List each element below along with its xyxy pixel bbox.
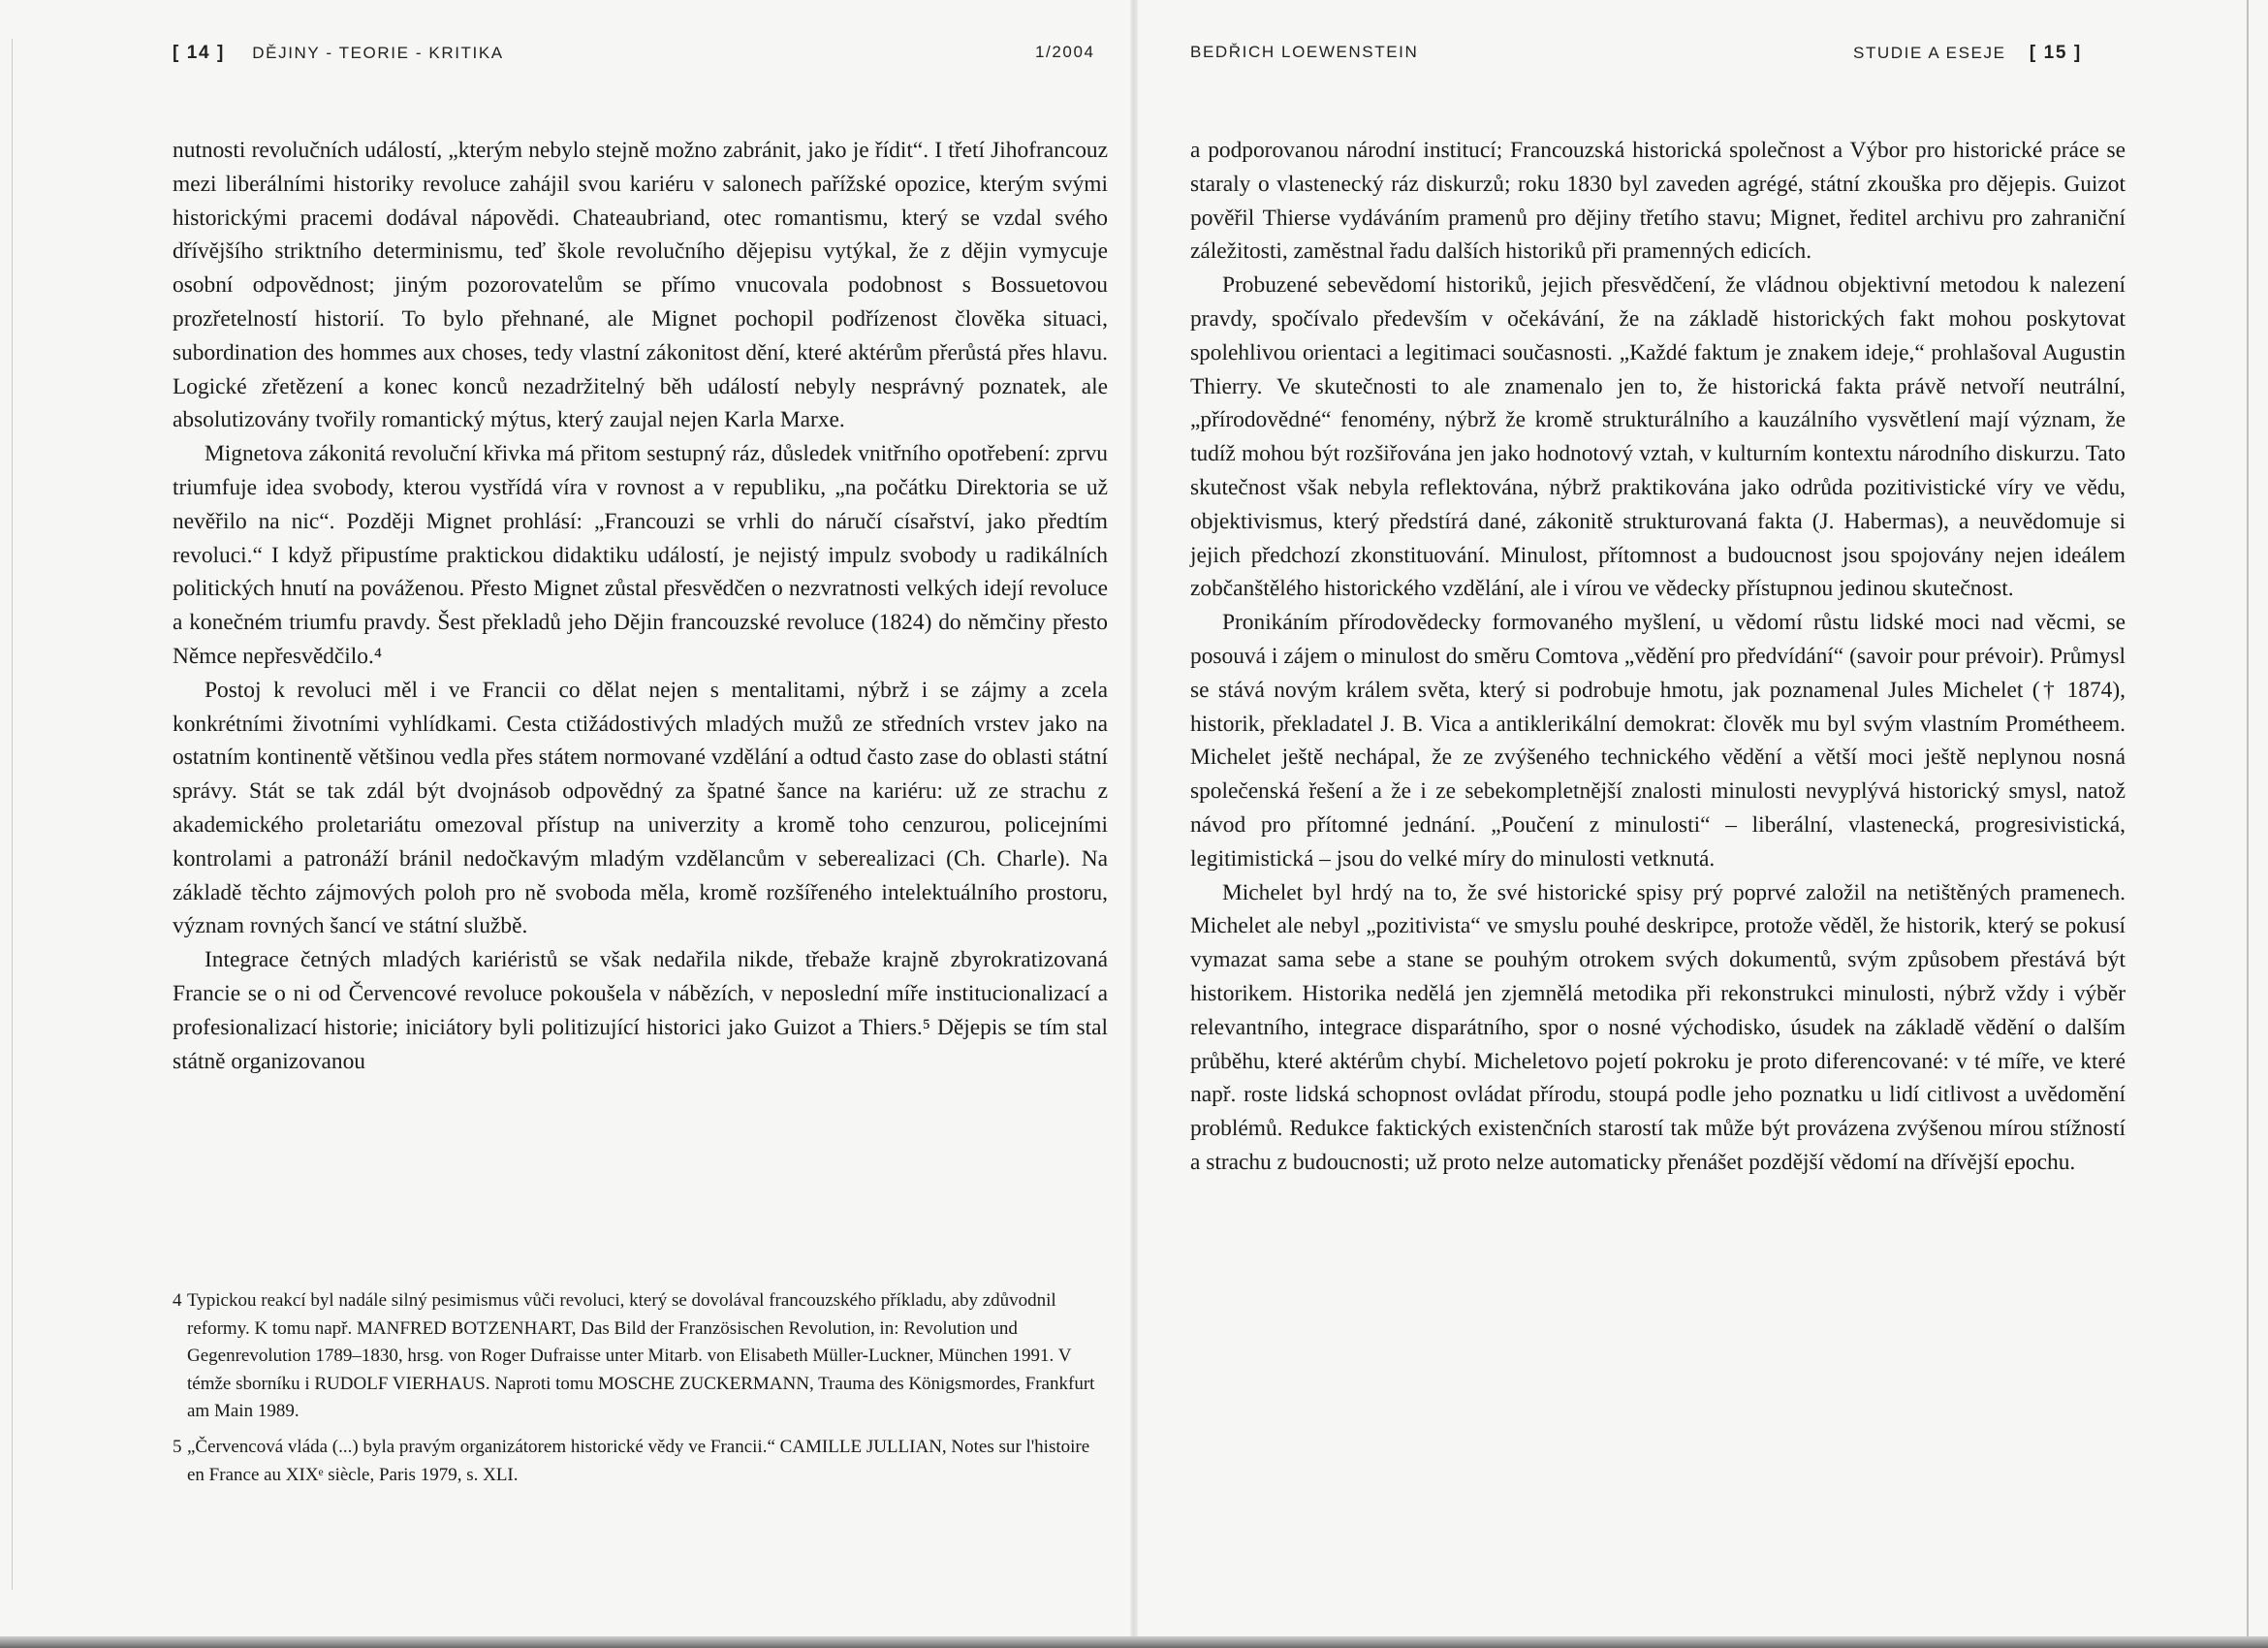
journal-title: DĚJINY - TEORIE - KRITIKA bbox=[252, 44, 504, 62]
right-page-header bbox=[1853, 43, 2082, 81]
scan-edge-right bbox=[2247, 0, 2249, 1648]
paragraph: Integrace četných mladých kariéristů se však nedařila nikde, třebaže krajně zbyrokratizovaná Francie se o ni od Červencové revoluce pokoušela v nábězích, v neposlední míře institucionalizací a profesionalizací historie; iniciátory byli politizující historici jako Guizot a Thiers.⁵ Dějepis se tím stal státně organizovanou bbox=[173, 947, 1108, 1074]
left-page-header bbox=[173, 43, 504, 81]
paragraph: Postoj k revoluci měl i ve Francii co dělat nejen s mentalitami, nýbrž i se zájmy a zcela konkrétními životními vyhlídkami. Cesta ctižádostivých mladých mužů ze středních vrstev jako na ostatním kontinentě většinou vedla přes státem normované vzdělání a odtud často zase do oblasti státní správy. Stát se tak zdál být dvojnásob odpovědný za špatné šance na kariéru: už ze strachu z akademického proletariátu omezoval přístup na univerzity a kromě toho cenzurou, policejními kontrolami a patronáží bránil nedočkavým mladým vzdělancům v seberealizaci (Ch. Charle). Na základě těchto zájmových poloh pro ně svoboda měla, kromě rozšířeného intelektuálního prostoru, význam rovných šancí ve státní službě. bbox=[173, 677, 1108, 939]
paragraph: Pronikáním přírodovědecky formovaného myšlení, u vědomí růstu lidské moci nad věcmi, se posouvá i zájem o minulost do směru Comtova „vědění pro předvídání“ (savoir pour prévoir). Průmysl se stává novým králem světa, který si podrobuje hmotu, jak poznamenal Jules Michelet († 1874), historik, překladatel J. B. Vica a antiklerikální demokrat: člověk mu byl svým vlastním Prométheem. Michelet ještě nechápal, že ze zvýšeného technického vědění a větší moci ještě neplynou nosná společenská řešení a že i ze sebekompletnější znalosti minulosti nevyplývá historický smysl, natož návod pro přítomné jednání. „Poučení z minulosti“ – liberální, vlastenecká, progresivistická, legitimistická – jsou do velké míry do minulosti vetknutá. bbox=[1190, 610, 2126, 872]
scan-bottom-shadow bbox=[0, 1636, 2268, 1648]
section-title: STUDIE A ESEJE bbox=[1853, 44, 2006, 62]
right-page-body bbox=[1190, 134, 2126, 1180]
issue-number: 1/2004 bbox=[1035, 43, 1095, 61]
right-page-number: [ 15 ] bbox=[2029, 43, 2082, 63]
footnotes bbox=[173, 1287, 1108, 1497]
author-name: BEDŘICH LOEWENSTEIN bbox=[1190, 43, 1419, 61]
paragraph: a podporovanou národní institucí; Francouzská historická společnost a Výbor pro historické práce se staraly o vlastenecký ráz diskurzů; roku 1830 byl zaveden agrégé, státní zkouška pro dějepis. Guizot pověřil Thierse vydáváním pramenů pro dějiny třetího stavu; Mignet, ředitel archivu pro zahraniční záležitosti, zaměstnal řadu dalších historiků při pramenných edicích. bbox=[1190, 138, 2126, 265]
footnote-text: Typickou reakcí byl nadále silný pesimismus vůči revoluci, který se dovolával francouzského příkladu, aby zdůvodnil reformy. K tomu např. MANFRED BOTZENHART, Das Bild der Französischen Revolution, in: Revolution und Gegenrevolution 1789–1830, hrsg. von Roger Dufraisse unter Mitarb. von Elisabeth Müller-Luckner, München 1991. V témže sborníku i RUDOLF VIERHAUS. Naproti tomu MOSCHE ZUCKERMANN, Trauma des Königsmordes, Frankfurt am Main 1989. bbox=[187, 1290, 1095, 1422]
paragraph: Michelet byl hrdý na to, že své historické spisy prý poprvé založil na netištěných pramenech. Michelet ale nebyl „pozitivista“ ve smyslu pouhé deskripce, protože věděl, že historik, který se pokusí vymazat sama sebe a stane se pouhým otrokem svých dokumentů, svým způsobem přestává být historikem. Historika nedělá jen zjemnělá metodika při rekonstrukci minulosti, nýbrž vždy i výběr relevantního, integrace disparátního, spor o nosné východisko, úsudek na základě vědění o dalším průběhu, které aktérům chybí. Micheletovo pojetí pokroku je proto diferencované: v té míře, ve které např. roste lidská schopnost ovládat přírodu, stoupá podle jeho poznatku u lidí citlivost a uvědomění problémů. Redukce faktických existenčních starostí tak může být provázena zvýšenou mírou stížností a strachu z budoucnosti; už proto nelze automaticky přenášet pozdější vědomí na dřívější epochu. bbox=[1190, 879, 2126, 1175]
footnote bbox=[173, 1434, 1108, 1489]
paragraph: Mignetova zákonitá revoluční křivka má přitom sestupný ráz, důsledek vnitřního opotřebení: zprvu triumfuje idea svobody, kterou vystřídá víra v rovnost a v republiku, „na počátku Direktoria se už nevěřilo na nic“. Později Mignet prohlásí: „Francouzi se vrhli do náručí císařství, jako předtím revoluci.“ I když připustíme praktickou didaktiku událostí, je nejistý impulz svobody u radikálních politických hnutí na pováženou. Přesto Mignet zůstal přesvědčen o nezvratnosti velkých idejí revoluce a konečném triumfu pravdy. Šest překladů jeho Dějin francouzské revoluce (1824) do němčiny přesto Němce nepřesvědčilo.⁴ bbox=[173, 441, 1108, 669]
left-page-number: [ 14 ] bbox=[173, 43, 225, 63]
paragraph: nutnosti revolučních událostí, „kterým nebylo stejně možno zabránit, jako je řídit“. I třetí Jihofrancouz mezi liberálními historiky revoluce zahájil svou kariéru v salonech pařížské opozice, kterým svými historickými pracemi dodával nápovědi. Chateaubriand, otec romantismu, který se vzdal svého dřívějšího striktního determinismu, teď škole revolučního dějepisu vytýkal, že z dějin vymycuje osobní odpovědnost; jiným pozorovatelům se přímo vnucovala podobnost s Bossuetovou prozřetelností historií. To bylo přehnané, ale Mignet pochopil podřízenost člověka situaci, subordination des hommes aux choses, tedy vlastní zákonitost dění, které aktérům přerůstá přes hlavu. Logické zřetězení a konec konců nezadržitelný běh událostí nebyly nesprávný poznatek, ale absolutizovány tvořily romantický mýtus, který zaujal nejen Karla Marxe. bbox=[173, 138, 1108, 433]
paragraph: Probuzené sebevědomí historiků, jejich přesvědčení, že vládnou objektivní metodou k nalezení pravdy, spočívalo především v očekávání, že na základě historických fakt mohou poskytovat spolehlivou orientaci a legitimaci současnosti. „Každé faktum je znakem ideje,“ prohlašoval Augustin Thierry. Ve skutečnosti to ale znamenalo jen to, že historická fakta právě netvoří neutrální, „přírodovědné“ fenomény, nýbrž že kromě strukturálního a kauzálního vysvětlení mají význam, že tudíž mohou být rozšiřována jen jako hodnotový vztah, v kulturním kontextu národního diskurzu. Tato skutečnost však nebyla reflektována, nýbrž praktikována jako odrůda pozitivistické víry ve vědu, objektivismus, který předstírá dané, zákonitě strukturovaná fakta (J. Habermas), a neuvědomuje si jejich předchozí zkonstituování. Minulost, přítomnost a budoucnost jsou spojovány nejen ideálem zobčanštělého historického vzdělání, ale i vírou ve vědecky přístupnou jedinou skutečnost. bbox=[1190, 272, 2126, 602]
left-page-body bbox=[173, 134, 1108, 1078]
footnote bbox=[173, 1287, 1108, 1426]
footnote-number: 5 bbox=[173, 1436, 182, 1457]
footnote-number: 4 bbox=[173, 1290, 182, 1311]
footnote-text: „Červencová vláda (...) byla pravým organizátorem historické vědy ve Francii.“ CAMILLE JULLIAN, Notes sur l'histoire en France au XIXᵉ siècle, Paris 1979, s. XLI. bbox=[187, 1436, 1090, 1485]
scan-edge-left bbox=[12, 39, 13, 1590]
